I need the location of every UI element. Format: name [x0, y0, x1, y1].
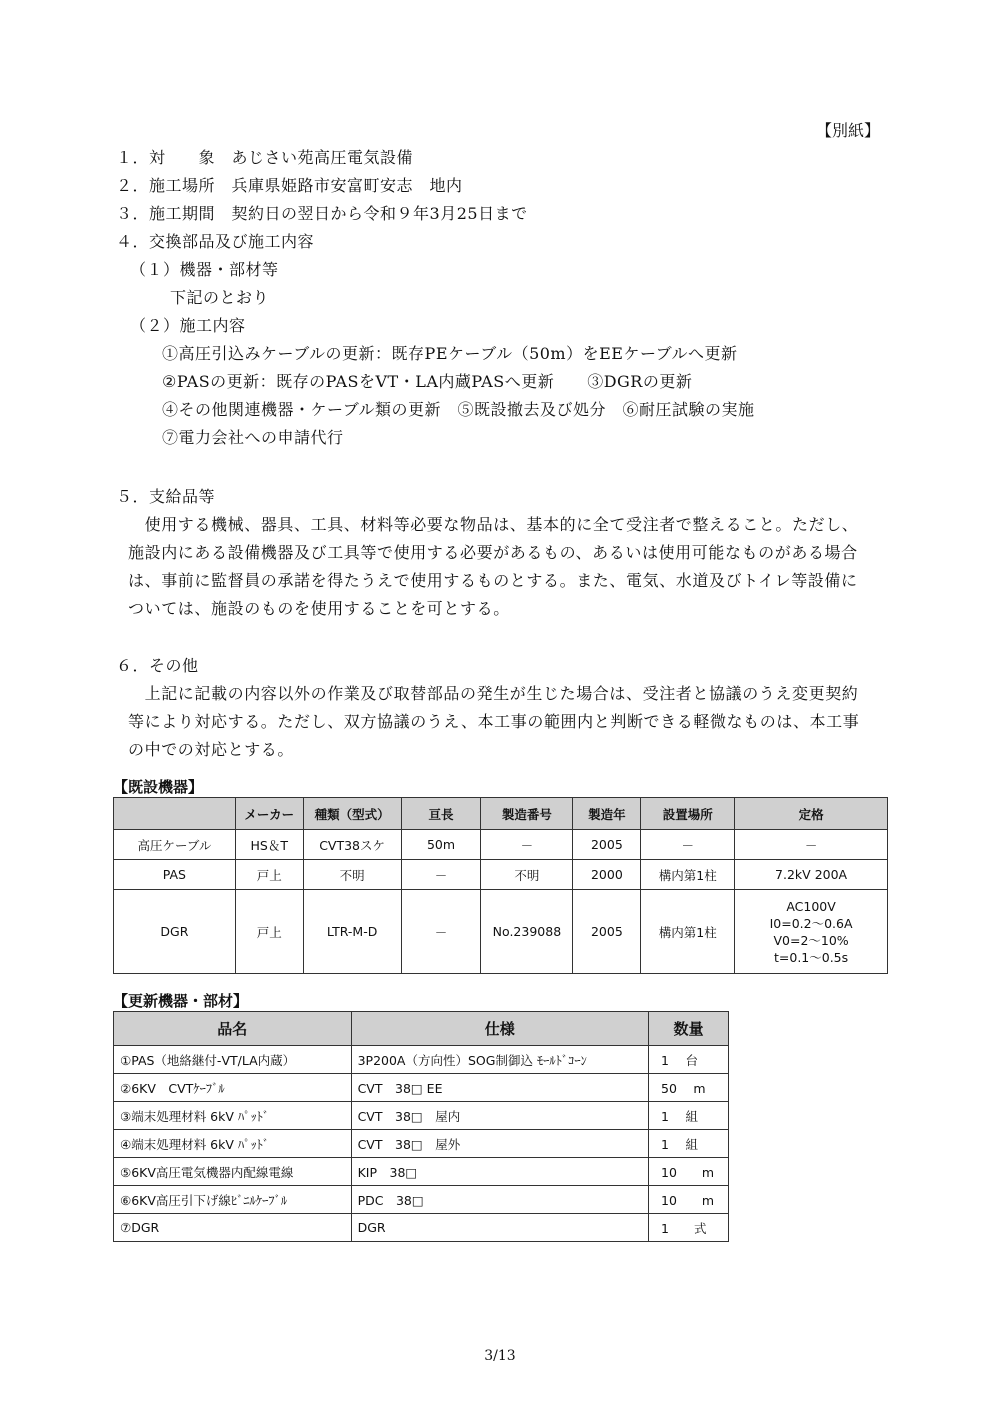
cell-spec: PDC 38□	[351, 1186, 648, 1214]
cell-qty: 50 m	[649, 1074, 729, 1102]
section4-title: ４．交換部品及び施工内容	[116, 232, 315, 251]
cell-name: ⑦DGR	[114, 1214, 352, 1242]
existing-equipment-table	[113, 797, 888, 974]
cell-rating: 7.2kV 200A	[735, 860, 888, 890]
cell-qty: 1 式	[649, 1214, 729, 1242]
cell-rating	[735, 890, 888, 974]
item-target: １．対 象 あじさい苑高圧電気設備	[116, 148, 414, 167]
table-row	[114, 1074, 729, 1102]
cell-maker: 戸上	[235, 860, 303, 890]
cell-spec: 3P200A（方向性）SOG制御込 ﾓｰﾙﾄﾞｺｰﾝ	[351, 1046, 648, 1074]
column-header: 定格	[735, 798, 888, 830]
cell-place: 構内第1柱	[641, 890, 735, 974]
page-number: 3/13	[484, 1348, 516, 1364]
cell-serial: －	[481, 830, 573, 860]
cell-name: ①PAS（地絡継付-VT/LA内蔵）	[114, 1046, 352, 1074]
cell-name: ③端末処理材料 6kV ﾊﾟｯﾄﾞ	[114, 1102, 352, 1130]
cell-name: ⑤6KV高圧電気機器内配線電線	[114, 1158, 352, 1186]
table-header-row	[114, 798, 888, 830]
section5-body: 使用する機械、器具、工具、材料等必要な物品は、基本的に全て受注者で整えること。ただし、 施設内にある設備機器及び工具等で使用する必要があるもの、あるいは使用可能なものがある場合 は、事前に監督員の承諾を得たうえで使用するものとする。また、電気、水道及びトイレ等設備に ついては、施設のものを使用することを可とする。	[128, 515, 859, 618]
table-row	[114, 830, 888, 860]
table-header-row	[114, 1012, 729, 1046]
cell-qty: 1 台	[649, 1046, 729, 1074]
work-line: ①高圧引込みケーブルの更新：既存PEケーブル（50m）をEEケーブルへ更新	[162, 344, 738, 363]
item-location: ２．施工場所 兵庫県姫路市安富町安志 地内	[116, 176, 463, 195]
cell-year: 2000	[573, 860, 641, 890]
section6-title: ６．その他	[116, 656, 199, 675]
cell-length: 50m	[401, 830, 481, 860]
table-row	[114, 1102, 729, 1130]
cell-spec: CVT 38□ EE	[351, 1074, 648, 1102]
column-header: 仕様	[351, 1012, 648, 1046]
attachment-label: 【別紙】	[815, 121, 880, 140]
cell-length: －	[401, 860, 481, 890]
section4-sub1-text: 下記のとおり	[170, 288, 270, 307]
cell-name: ④端末処理材料 6kV ﾊﾟｯﾄﾞ	[114, 1130, 352, 1158]
cell-year: 2005	[573, 830, 641, 860]
section6-body: 上記に記載の内容以外の作業及び取替部品の発生が生じた場合は、受注者と協議のうえ変更契約 等により対応する。ただし、双方協議のうえ、本工事の範囲内と判断できる軽微なものは、本工事 の中での対応とする。	[128, 684, 860, 759]
rating-line: AC100V	[786, 898, 836, 914]
table-row	[114, 890, 888, 974]
column-header: メーカー	[235, 798, 303, 830]
cell-spec: KIP 38□	[351, 1158, 648, 1186]
cell-name: DGR	[114, 890, 236, 974]
cell-qty: 10 m	[649, 1158, 729, 1186]
cell-maker: 戸上	[235, 890, 303, 974]
cell-spec: CVT 38□ 屋内	[351, 1102, 648, 1130]
cell-serial: No.239088	[481, 890, 573, 974]
section4-sub1-title: （１）機器・部材等	[130, 260, 279, 279]
rating-line: V0=2～10%	[773, 932, 849, 948]
column-header: 数量	[649, 1012, 729, 1046]
work-line: ⑦電力会社への申請代行	[162, 428, 344, 447]
work-line: ②PASの更新：既存のPASをVT・LA内蔵PASへ更新 ③DGRの更新	[162, 372, 693, 391]
cell-type: CVT38スケ	[303, 830, 401, 860]
item-period: ３．施工期間 契約日の翌日から令和９年3月25日まで	[116, 204, 528, 223]
table-row	[114, 860, 888, 890]
table-row	[114, 1158, 729, 1186]
new-table-title: 【更新機器・部材】	[113, 992, 249, 1010]
column-header: 設置場所	[641, 798, 735, 830]
cell-rating: －	[735, 830, 888, 860]
table-row	[114, 1214, 729, 1242]
cell-place: －	[641, 830, 735, 860]
rating-line: t=0.1～0.5s	[774, 949, 849, 965]
table-row	[114, 1130, 729, 1158]
cell-length: －	[401, 890, 481, 974]
column-header	[114, 798, 236, 830]
column-header: 種類（型式）	[303, 798, 401, 830]
column-header: 製造番号	[481, 798, 573, 830]
rating-line: I0=0.2～0.6A	[769, 915, 853, 931]
cell-name: ②6KV CVTｹｰﾌﾞﾙ	[114, 1074, 352, 1102]
section5-title: ５．支給品等	[116, 487, 216, 506]
table-row	[114, 1046, 729, 1074]
cell-spec: DGR	[351, 1214, 648, 1242]
cell-qty: 10 m	[649, 1186, 729, 1214]
table-row	[114, 1186, 729, 1214]
cell-type: 不明	[303, 860, 401, 890]
work-line: ④その他関連機器・ケーブル類の更新 ⑤既設撤去及び処分 ⑥耐圧試験の実施	[162, 400, 755, 419]
cell-serial: 不明	[481, 860, 573, 890]
column-header: 品名	[114, 1012, 352, 1046]
cell-year: 2005	[573, 890, 641, 974]
cell-qty: 1 組	[649, 1130, 729, 1158]
cell-maker: HS＆T	[235, 830, 303, 860]
column-header: 製造年	[573, 798, 641, 830]
section4-sub2-title: （２）施工内容	[130, 316, 246, 335]
cell-name: PAS	[114, 860, 236, 890]
cell-place: 構内第1柱	[641, 860, 735, 890]
cell-spec: CVT 38□ 屋外	[351, 1130, 648, 1158]
cell-name: 高圧ケーブル	[114, 830, 236, 860]
cell-qty: 1 組	[649, 1102, 729, 1130]
new-equipment-table	[113, 1011, 729, 1242]
column-header: 亘長	[401, 798, 481, 830]
cell-name: ⑥6KV高圧引下げ線ﾋﾞﾆﾙｹｰﾌﾞﾙ	[114, 1186, 352, 1214]
existing-table-title: 【既設機器】	[113, 778, 204, 796]
cell-type: LTR-M-D	[303, 890, 401, 974]
